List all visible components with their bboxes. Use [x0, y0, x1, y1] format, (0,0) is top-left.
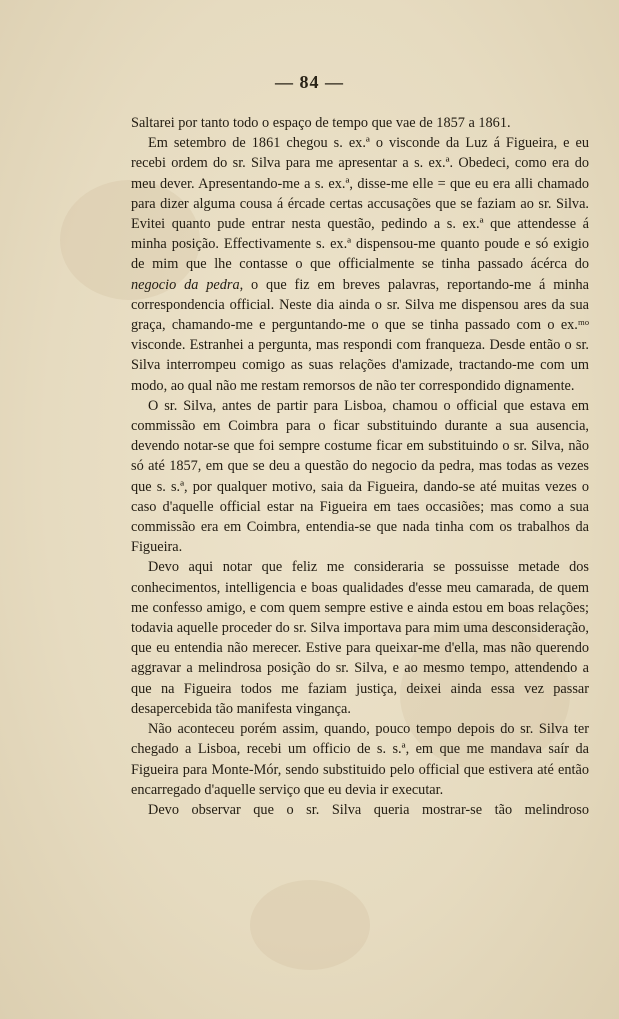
paragraph-text: , o que fiz em breves palavras, reportando-me á minha correspondencia official. Neste dia ainda o sr. Silva me dispensou ares da sua graça, chamando-me e perguntando-me o que se tinha passado com o ex.ᵐᵒ visconde. Estranhei a pergunta, mas respondi com franqueza. Desde então o sr. Silva interrompeu comigo as suas relações d'amizade, tractando-me com um modo, ao qual não me restam remorsos de não ter correspondido dignamente.	[131, 276, 589, 394]
paragraph: Saltarei por tanto todo o espaço de tempo que vae de 1857 a 1861.	[131, 115, 511, 131]
paragraph	[131, 133, 589, 396]
body-text	[131, 113, 589, 820]
paragraph-text: Em setembro de 1861 chegou s. ex.ª o visconde da Luz á Figueira, e eu recebi ordem do sr. Silva para me apresentar a s. ex.ª. Obedeci, como era do meu dever. Apresentando-me a s. ex.ª, disse-me elle = que eu era alli chamado para dizer alguma cousa á ércade certas accusações que se faziam ao sr. Silva. Evitei quanto pude entrar nesta questão, pedindo a s. ex.ª que attendesse á minha posição. Effectivamente s. ex.ª dispensou-me quanto poude e só exigio de mim que lhe contasse o que officialmente se tinha passado ácérca do	[131, 135, 589, 273]
page-number: — 84 —	[275, 72, 344, 92]
paragraph: O sr. Silva, antes de partir para Lisboa, chamou o official que estava em commissão em Coimbra para o ficar substituindo durante a sua ausencia, devendo notar-se que foi sempre costume ficar em substituindo o sr. Silva, não só até 1857, em que se deu a questão do negocio da pedra, mas todas as vezes que s. s.ª, por qualquer motivo, saia da Figueira, dando-se até muitas vezes o caso d'aquelle official estar na Figueira em taes occasiões; mas como a sua commissão era em Coimbra, entendia-se que nada tinha com os trabalhos da Figueira.	[131, 397, 589, 556]
paper-stain	[250, 880, 370, 970]
paragraph: Não aconteceu porém assim, quando, pouco tempo depois do sr. Silva ter chegado a Lisboa, recebi um officio de s. s.ª, em que me mandava saír da Figueira para Monte-Mór, sendo substituido pelo official que estivera até então encarregado d'aquelle serviço que eu devia ir executar.	[131, 721, 589, 798]
paragraph: Devo observar que o sr. Silva queria mostrar-se tão melindroso	[148, 801, 589, 818]
paragraph: Devo aqui notar que feliz me consideraria se possuisse metade dos conhecimentos, intelligencia e boas qualidades d'esse meu camarada, de quem me confesso amigo, e com quem sempre estive e ainda estou em boas relações; todavia aquelle proceder do sr. Silva importava para mim uma desconsideração, que eu entendia não merecer. Estive para queixar-me d'ella, mas não querendo aggravar a melindrosa posição do sr. Silva, e ao mesmo tempo, attendendo a que na Figueira todos me faziam justiça, deixei ainda essa vez passar desapercebida tão manifesta vingança.	[131, 559, 589, 717]
emphasized-text: negocio da pedra	[131, 276, 240, 293]
